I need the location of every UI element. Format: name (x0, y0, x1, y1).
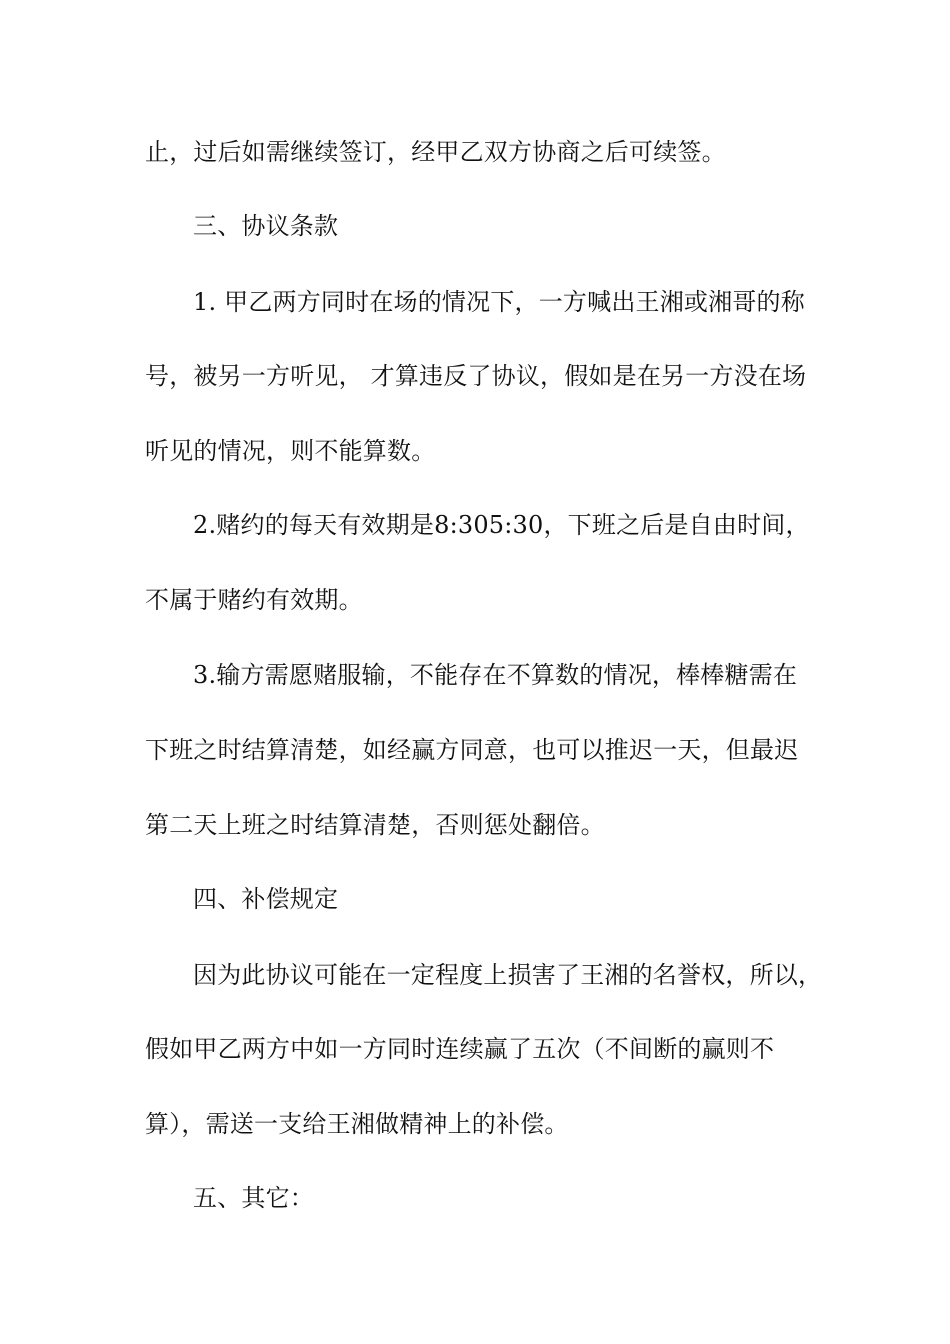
compensation-line: 算），需送一支给王湘做精神上的补偿。 (145, 1110, 569, 1138)
compensation-line: 因为此协议可能在一定程度上损害了王湘的名誉权，所以， (193, 961, 823, 989)
paragraph-line: 止，过后如需继续签订，经甲乙双方协商之后可续签。 (145, 138, 726, 166)
clause-2-line: 2.赌约的每天有效期是8:305:30，下班之后是自由时间， (193, 511, 810, 539)
clause-3-line: 3.输方需愿赌服输，不能存在不算数的情况，棒棒糖需在 (193, 661, 798, 689)
clause-1-line: 听见的情况，则不能算数。 (145, 437, 436, 465)
section-heading-other: 五、其它： (193, 1184, 314, 1212)
section-heading-compensation: 四、补偿规定 (193, 885, 339, 913)
clause-1-line: 1. 甲乙两方同时在场的情况下，一方喊出王湘或湘哥的称 (193, 288, 805, 316)
section-heading-terms: 三、协议条款 (193, 212, 339, 240)
clause-2-line: 不属于赌约有效期。 (145, 586, 363, 614)
clause-1-line: 号，被另一方听见， 才算违反了协议，假如是在另一方没在场 (145, 362, 807, 390)
clause-3-line: 下班之时结算清楚，如经赢方同意，也可以推迟一天，但最迟 (145, 736, 799, 764)
compensation-line: 假如甲乙两方中如一方同时连续赢了五次（不间断的赢则不 (145, 1035, 775, 1063)
clause-3-line: 第二天上班之时结算清楚，否则惩处翻倍。 (145, 811, 605, 839)
